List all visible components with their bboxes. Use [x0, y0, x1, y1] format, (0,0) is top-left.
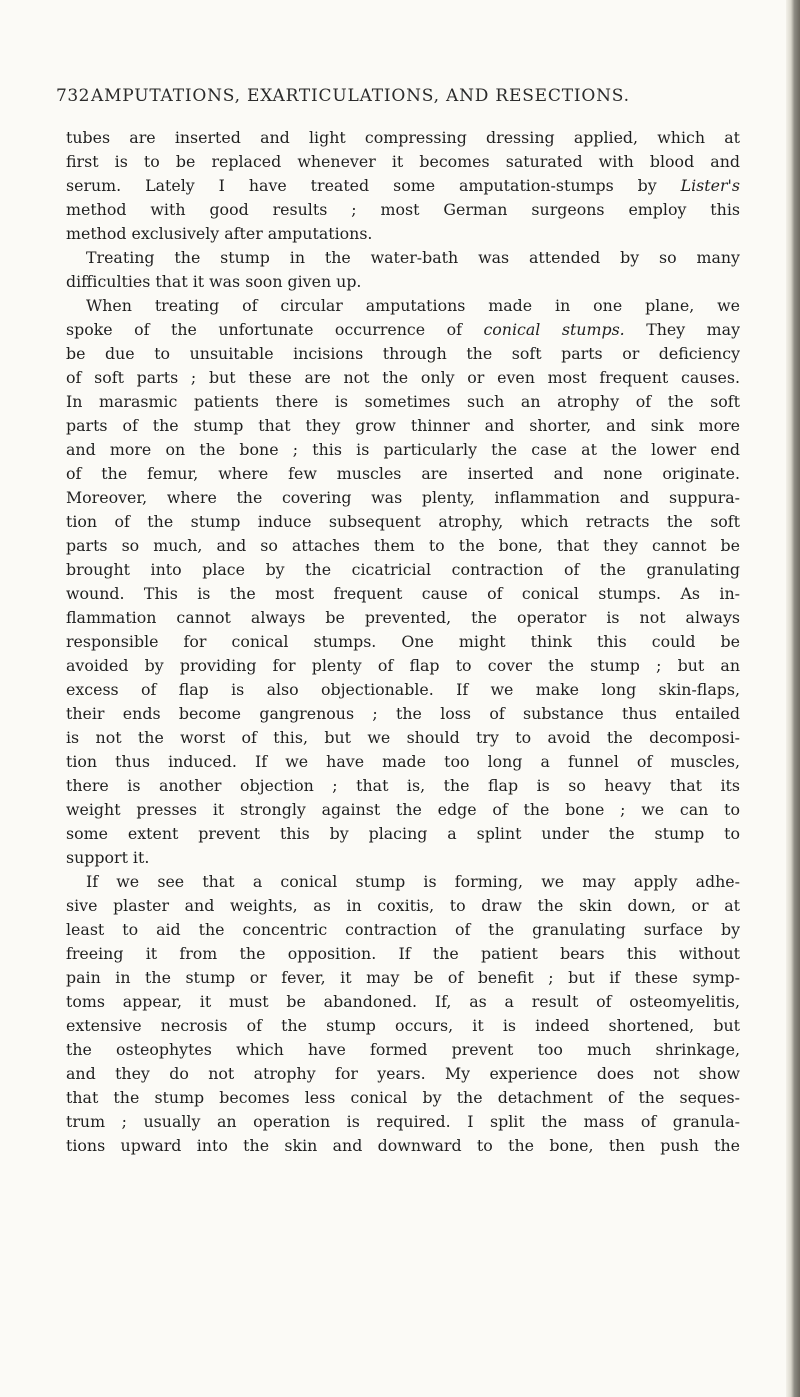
text-line	[66, 510, 740, 534]
text-line	[66, 558, 740, 582]
text-segment: method exclusively after amputations.	[66, 224, 373, 243]
text-segment: avoided by providing for plenty of flap to cover the stump ; but an	[66, 656, 740, 675]
text-segment: flammation cannot always be prevented, the operator is not always	[66, 608, 740, 627]
text-line	[66, 894, 740, 918]
text-segment: They may	[624, 320, 740, 339]
body-text	[66, 126, 740, 1158]
text-segment: is not the worst of this, but we should try to avoid the decomposi-	[66, 728, 740, 747]
text-segment: tubes are inserted and light compressing dressing applied, which at	[66, 128, 740, 147]
text-segment: support it.	[66, 848, 150, 867]
text-line	[66, 198, 740, 222]
text-line	[66, 390, 740, 414]
page-number: 732	[56, 86, 90, 106]
text-segment: toms appear, it must be abandoned. If, as a result of osteomyelitis,	[66, 992, 740, 1011]
text-segment: that the stump becomes less conical by the detachment of the seques-	[66, 1088, 740, 1107]
text-segment: freeing it from the opposition. If the patient bears this without	[66, 944, 740, 963]
text-segment: sive plaster and weights, as in coxitis, to draw the skin down, or at	[66, 896, 740, 915]
text-segment: When treating of circular amputations made in one plane, we	[86, 296, 740, 315]
text-line	[66, 846, 740, 870]
text-line	[66, 342, 740, 366]
running-head: AMPUTATIONS, EXARTICULATIONS, AND RESECTIONS.	[91, 86, 630, 106]
text-line	[66, 366, 740, 390]
text-segment: least to aid the concentric contraction of the granulating surface by	[66, 920, 740, 939]
text-line	[66, 270, 740, 294]
text-segment: pain in the stump or fever, it may be of benefit ; but if these symp-	[66, 968, 740, 987]
text-segment: parts so much, and so attaches them to the bone, that they cannot be	[66, 536, 740, 555]
text-segment: tion thus induced. If we have made too long a funnel of muscles,	[66, 752, 740, 771]
text-segment: wound. This is the most frequent cause of conical stumps. As in-	[66, 584, 740, 603]
text-line	[66, 870, 740, 894]
text-line	[66, 1086, 740, 1110]
text-segment: Treating the stump in the water-bath was attended by so many	[86, 248, 740, 267]
italic-text: Lister's	[680, 176, 740, 195]
text-line	[66, 942, 740, 966]
text-segment: and more on the bone ; this is particularly the case at the lower end	[66, 440, 740, 459]
text-segment: extensive necrosis of the stump occurs, it is indeed shortened, but	[66, 1016, 740, 1035]
text-segment: of soft parts ; but these are not the only or even most frequent causes.	[66, 368, 740, 387]
text-line	[66, 798, 740, 822]
text-segment: weight presses it strongly against the edge of the bone ; we can to	[66, 800, 740, 819]
text-line	[66, 606, 740, 630]
text-line	[66, 750, 740, 774]
page-edge-shadow	[786, 0, 800, 1397]
text-segment: there is another objection ; that is, the flap is so heavy that its	[66, 776, 740, 795]
text-segment: tions upward into the skin and downward to the bone, then push the	[66, 1136, 740, 1155]
text-segment: trum ; usually an operation is required. I split the mass of granula-	[66, 1112, 740, 1131]
text-line	[66, 1134, 740, 1158]
text-line	[66, 294, 740, 318]
text-line	[66, 822, 740, 846]
text-segment: their ends become gangrenous ; the loss of substance thus entailed	[66, 704, 740, 723]
text-line	[66, 246, 740, 270]
text-segment: If we see that a conical stump is forming, we may apply adhe-	[86, 872, 740, 891]
text-line	[66, 630, 740, 654]
text-line	[66, 654, 740, 678]
text-line	[66, 774, 740, 798]
text-line	[66, 966, 740, 990]
text-line	[66, 150, 740, 174]
text-line	[66, 1014, 740, 1038]
text-segment: In marasmic patients there is sometimes such an atrophy of the soft	[66, 392, 740, 411]
text-segment: and they do not atrophy for years. My experience does not show	[66, 1064, 740, 1083]
text-line	[66, 726, 740, 750]
text-segment: responsible for conical stumps. One might think this could be	[66, 632, 740, 651]
text-segment: the osteophytes which have formed prevent too much shrinkage,	[66, 1040, 740, 1059]
text-segment: method with good results ; most German surgeons employ this	[66, 200, 740, 219]
text-line	[66, 534, 740, 558]
text-line	[66, 414, 740, 438]
text-line	[66, 318, 740, 342]
text-segment: tion of the stump induce subsequent atrophy, which retracts the soft	[66, 512, 740, 531]
text-line	[66, 582, 740, 606]
text-line	[66, 174, 740, 198]
text-segment: some extent prevent this by placing a splint under the stump to	[66, 824, 740, 843]
text-segment: serum. Lately I have treated some amputation-stumps by	[66, 176, 681, 195]
text-segment: Moreover, where the covering was plenty, inflammation and suppura-	[66, 488, 740, 507]
text-line	[66, 702, 740, 726]
text-line	[66, 438, 740, 462]
text-line	[66, 918, 740, 942]
text-line	[66, 990, 740, 1014]
text-line	[66, 126, 740, 150]
text-segment: excess of flap is also objectionable. If we make long skin-flaps,	[66, 680, 740, 699]
text-segment: be due to unsuitable incisions through the soft parts or deficiency	[66, 344, 740, 363]
text-segment: brought into place by the cicatricial contraction of the granulating	[66, 560, 740, 579]
text-line	[66, 486, 740, 510]
text-segment: first is to be replaced whenever it becomes saturated with blood and	[66, 152, 740, 171]
text-segment: parts of the stump that they grow thinner and shorter, and sink more	[66, 416, 740, 435]
text-line	[66, 1062, 740, 1086]
text-segment: of the femur, where few muscles are inserted and none originate.	[66, 464, 740, 483]
text-segment: difficulties that it was soon given up.	[66, 272, 362, 291]
text-line	[66, 462, 740, 486]
text-segment: spoke of the unfortunate occurrence of	[66, 320, 484, 339]
text-line	[66, 222, 740, 246]
italic-text: conical stumps.	[483, 320, 625, 339]
text-line	[66, 678, 740, 702]
text-line	[66, 1038, 740, 1062]
text-line	[66, 1110, 740, 1134]
